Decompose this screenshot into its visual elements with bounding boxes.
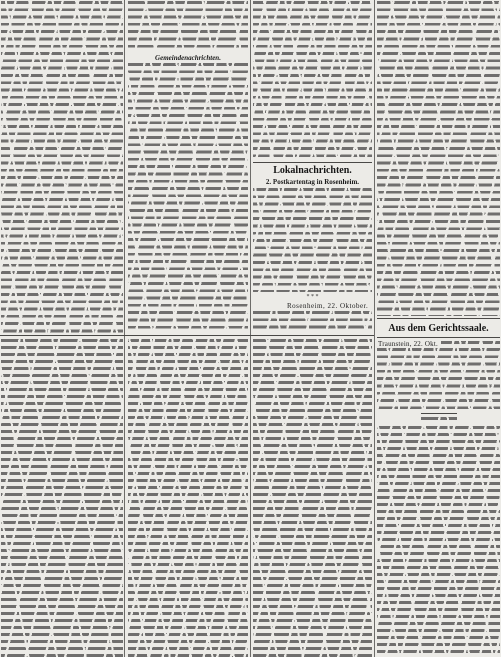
column-1 <box>1 0 123 657</box>
section-rule <box>377 318 500 319</box>
text-block <box>253 311 372 333</box>
feuilleton-text-block <box>1 339 123 657</box>
column-rule <box>250 0 251 657</box>
text-block <box>128 63 248 333</box>
column-rule <box>374 0 375 657</box>
text-block <box>377 1 500 316</box>
article-title: 2. Postkartentag in Rosenheim. <box>265 178 360 186</box>
section-rule <box>377 337 500 338</box>
text-block <box>377 348 500 410</box>
column-3 <box>253 0 372 657</box>
text-block <box>1 1 123 333</box>
section-heading: Lokalnachrichten. <box>273 165 352 176</box>
text-block <box>253 188 372 292</box>
section-rule <box>253 162 372 163</box>
dateline: Traunstein, 22. Okt. <box>378 340 438 348</box>
article-separator: * * * <box>306 294 319 300</box>
feuilleton-text-block <box>128 339 248 657</box>
column-2 <box>128 0 248 657</box>
dateline: Rosenheim, 22. Oktober. <box>287 302 369 310</box>
section-heading: Aus dem Gerichtssaale. <box>388 323 489 334</box>
feuilleton-text-block <box>377 426 500 657</box>
text-block <box>253 1 372 160</box>
column-4 <box>377 0 500 657</box>
text-block <box>128 1 248 52</box>
feuilleton-text-block <box>253 339 372 657</box>
chapter-marker <box>421 417 457 422</box>
text-block <box>441 341 500 348</box>
section-heading: Gemeindenachrichten. <box>155 54 221 62</box>
column-rule <box>124 0 125 657</box>
section-rule <box>421 413 457 414</box>
